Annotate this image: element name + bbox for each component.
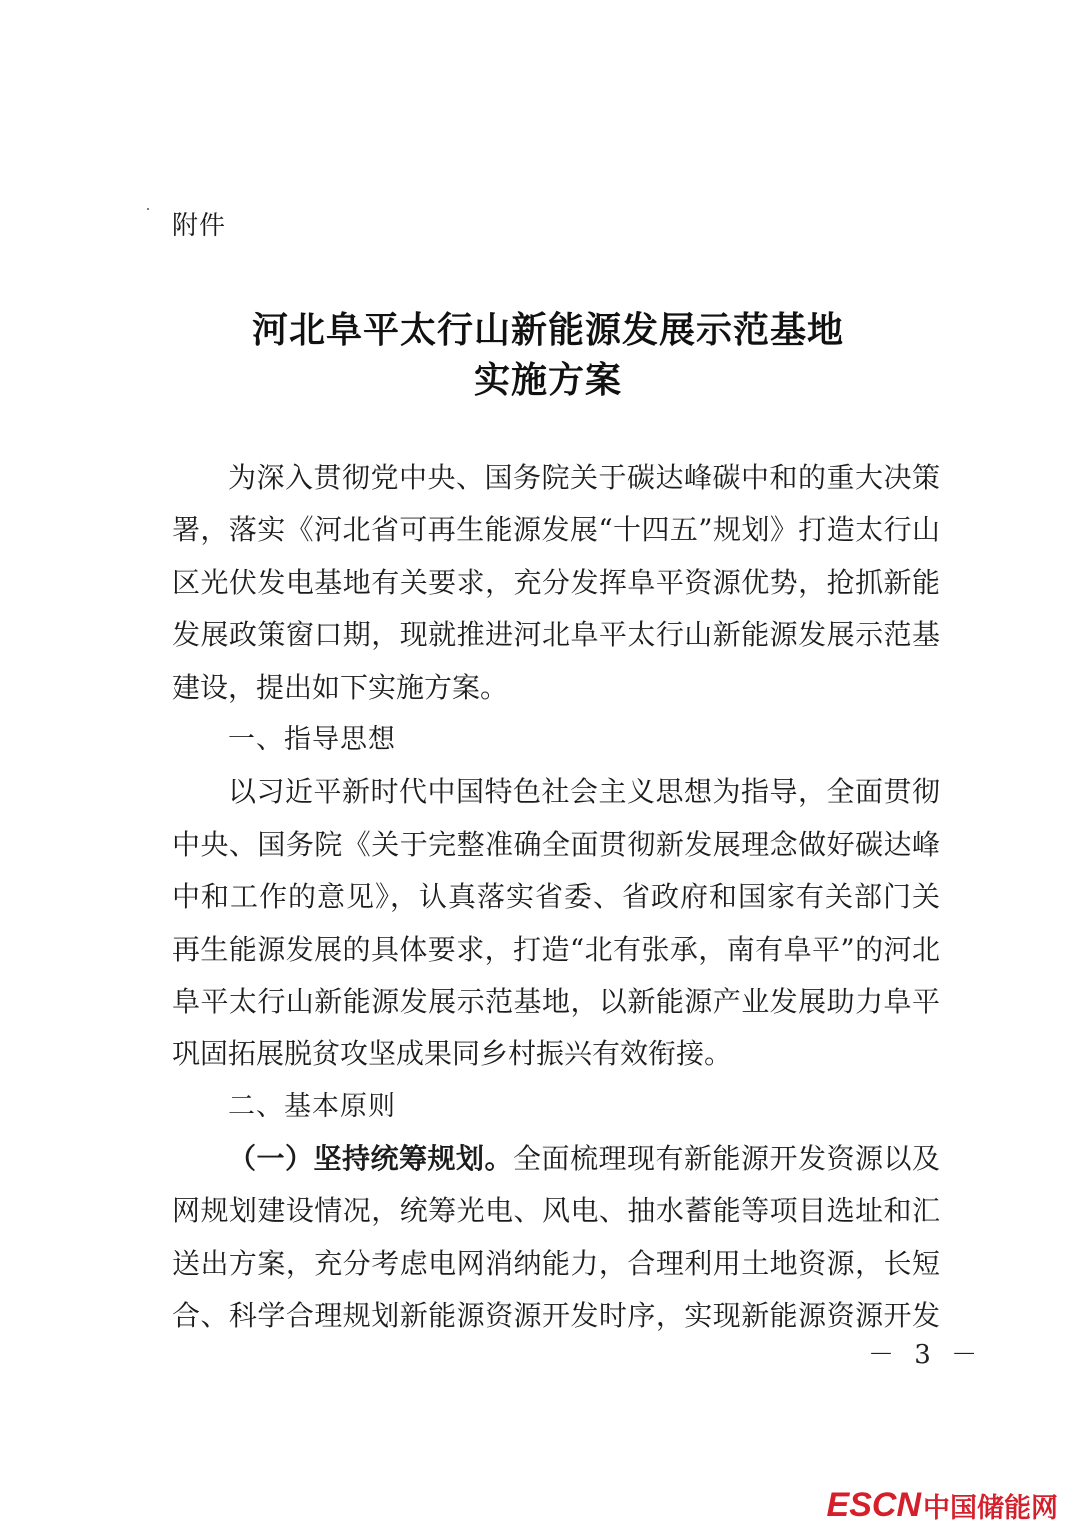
attachment-label: 附件 bbox=[172, 211, 227, 241]
paragraph-line: 中央、国务院《关于完整准确全面贯彻新发展理念做好碳达峰 bbox=[172, 827, 940, 861]
paragraph-line: 中和工作的意见》，认真落实省委、省政府和国家有关部门关 bbox=[172, 880, 940, 914]
document-title-line2: 实施方案 bbox=[473, 359, 622, 401]
paragraph-line: 为深入贯彻党中央、国务院关于碳达峰碳中和的重大决策 bbox=[228, 461, 940, 494]
paragraph-line: 建设，提出如下实施方案。 bbox=[172, 670, 509, 704]
document-body bbox=[172, 452, 940, 1343]
paragraph-line: 区光伏发电基地有关要求，充分发挥阜平资源优势，抢抓新能 bbox=[172, 565, 940, 599]
section-heading-basic-principles: 二、基本原则 bbox=[228, 1090, 396, 1122]
section-heading-guiding-ideology: 一、指导思想 bbox=[228, 723, 396, 755]
paragraph-line: 合、科学合理规划新能源资源开发时序，实现新能源资源开发 bbox=[172, 1299, 940, 1333]
paragraph-line: 以习近平新时代中国特色社会主义思想为指导，全面贯彻 bbox=[228, 775, 940, 809]
paragraph-line: 阜平太行山新能源发展示范基地，以新能源产业发展助力阜平 bbox=[172, 984, 940, 1018]
escn-watermark-logo bbox=[827, 1485, 1058, 1525]
principle-lead: （一）坚持统筹规划。 bbox=[228, 1142, 513, 1176]
watermark-chinese: 中国储能网 bbox=[923, 1492, 1058, 1524]
paragraph-line: 巩固拓展脱贫攻坚成果同乡村振兴有效衔接。 bbox=[172, 1037, 733, 1071]
principle-first-line bbox=[172, 1133, 940, 1185]
paragraph-line: 送出方案，充分考虑电网消纳能力，合理利用土地资源，长短 bbox=[172, 1246, 940, 1280]
paragraph-line: 署，落实《河北省可再生能源发展“十四五”规划》打造太行山 bbox=[172, 513, 940, 547]
scan-speck bbox=[147, 208, 149, 210]
watermark-latin: ESCN bbox=[826, 1485, 921, 1524]
paragraph-line: 发展政策窗口期，现就推进河北阜平太行山新能源发展示范基 bbox=[172, 618, 940, 652]
paragraph-line: 网规划建设情况，统筹光电、风电、抽水蓄能等项目选址和汇 bbox=[172, 1194, 940, 1228]
document-title-line1: 河北阜平太行山新能源发展示范基地 bbox=[251, 309, 844, 351]
page-number: － 3 － bbox=[868, 1340, 984, 1370]
paragraph-line: 再生能源发展的具体要求，打造“北有张承，南有阜平”的河北 bbox=[172, 932, 940, 966]
principle-first-line-rest: 全面梳理现有新能源开发资源以及 bbox=[513, 1142, 940, 1176]
